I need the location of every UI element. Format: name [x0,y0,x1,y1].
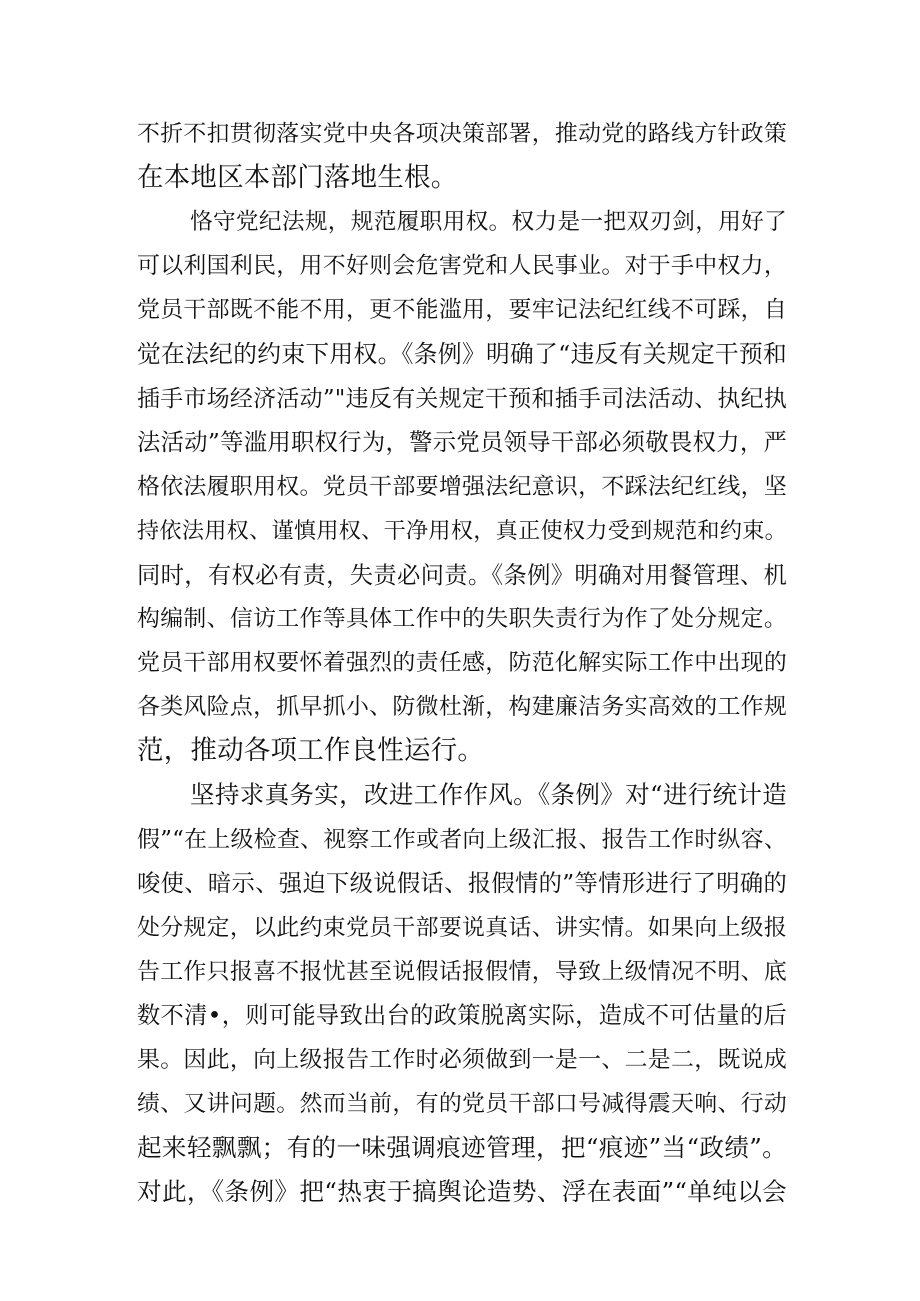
text-line: 绩、又讲问题。然而当前，有的党员干部口号减得震天响、行动 [137,1091,787,1118]
text-line: 告工作只报喜不报忧甚至说假话报假情，导致上级情况不明、底 [137,958,787,985]
text-line: 唆使、暗示、强迫下级说假话、报假情的”等情形进行了明确的 [137,869,787,897]
text-line: 坚持求真务实，改进工作作风。《条例》对“进行统计造 [190,780,787,810]
text-line: 党员干部既不能不用，更不能滥用，要牢记法纪红线不可踩，自 [137,297,787,324]
text-line: 格依法履职用权。党员干部要增强法纪意识，不踩法纪红线，坚 [137,473,787,500]
text-line: 同时，有权必有责，失责必问责。《条例》明确对用餐管理、机 [137,560,787,589]
paragraph-2 [137,200,787,773]
text-line: 可以利国利民，用不好则会危害党和人民事业。对于手中权力， [137,253,787,280]
text-line: 构编制、信访工作等具体工作中的失职失责行为作了处分规定。 [137,606,787,633]
text-line: 法活动”等滥用职权行为，警示党员领导干部必须敬畏权力，严 [137,428,787,456]
text-line: 果。因此，向上级报告工作时必须做到一是一、二是二，既说成 [137,1046,787,1073]
text-line: 各类风险点，抓早抓小、防微杜渐，构建廉洁务实高效的工作规 [137,694,787,721]
text-line: 对此，《条例》把“热衷于搞舆论造势、浮在表面”“单纯以会 [137,1177,787,1207]
text-line: 起来轻飘飘；有的一味强调痕迹管理，把“痕迹”当“政绩”。 [137,1133,787,1163]
text-line: 处分规定，以此约束党员干部要说真话、讲实情。如果向上级报 [137,914,787,941]
text-line: 恪守党纪法规，规范履职用权。权力是一把双刃剑，用好了 [190,209,787,236]
text-line: 党员干部用权要怀着强烈的责任感，防范化解实际工作中出现的 [137,650,787,677]
text-line: 在本地区本部门落地生根。 [137,162,458,194]
text-line: 不折不扣贯彻落实党中央各项决策部署，推动党的路线方针政策 [137,121,787,147]
paragraph-3 [137,773,787,1214]
document-body [137,112,787,1214]
text-line: 觉在法纪的约束下用权。《条例》明确了“违反有关规定干预和 [137,340,787,369]
text-line: 范，推动各项工作良性运行。 [137,735,485,767]
paragraph-1 [137,112,787,200]
text-line: 持依法用权、谨慎用权、干净用权，真正使权力受到规范和约束。 [137,517,787,544]
text-line: 插手市场经济活动”"违反有关规定干预和插手司法活动、执纪执 [137,385,787,412]
text-line: 假”“在上级检查、视察工作或者向上级汇报、报告工作时纵容、 [137,826,787,853]
text-line: 数不清•，则可能导致出台的政策脱离实际，造成不可估量的后 [137,1001,787,1029]
